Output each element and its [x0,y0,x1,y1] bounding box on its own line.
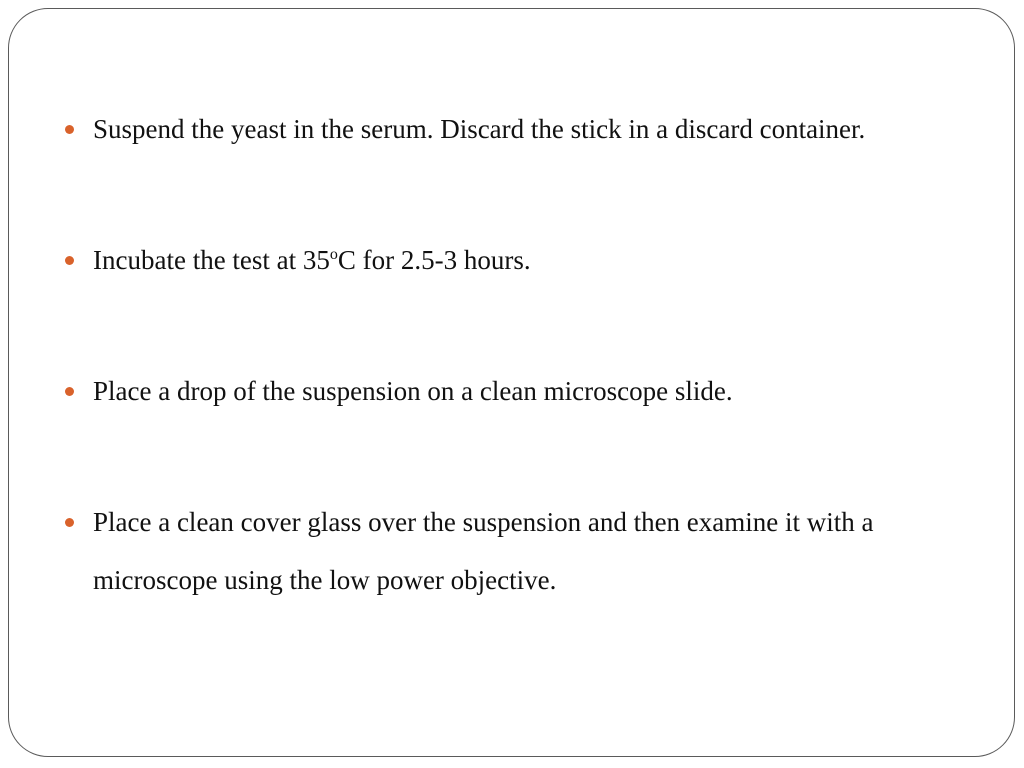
bullet-text: Place a clean cover glass over the suspension and then examine it with a microscope using the low power objective. [93,507,874,595]
bullet-dot-icon [65,387,74,396]
degree-superscript: o [329,246,338,263]
bullet-text: Suspend the yeast in the serum. Discard the stick in a discard container. [93,114,866,144]
bullet-item-suspend-yeast [62,100,962,158]
bullet-dot-icon [65,518,74,527]
bullet-dot-icon [65,125,74,134]
bullet-text: Place a drop of the suspension on a clean microscope slide. [93,376,733,406]
bullet-text-start: Incubate the test at 35 [93,245,330,275]
bullet-list [62,100,962,609]
bullet-item-place-drop [62,362,962,420]
bullet-item-cover-glass [62,493,962,609]
bullet-item-incubate [62,231,962,289]
bullet-text-end: C for 2.5-3 hours. [337,245,531,275]
bullet-dot-icon [65,256,74,265]
